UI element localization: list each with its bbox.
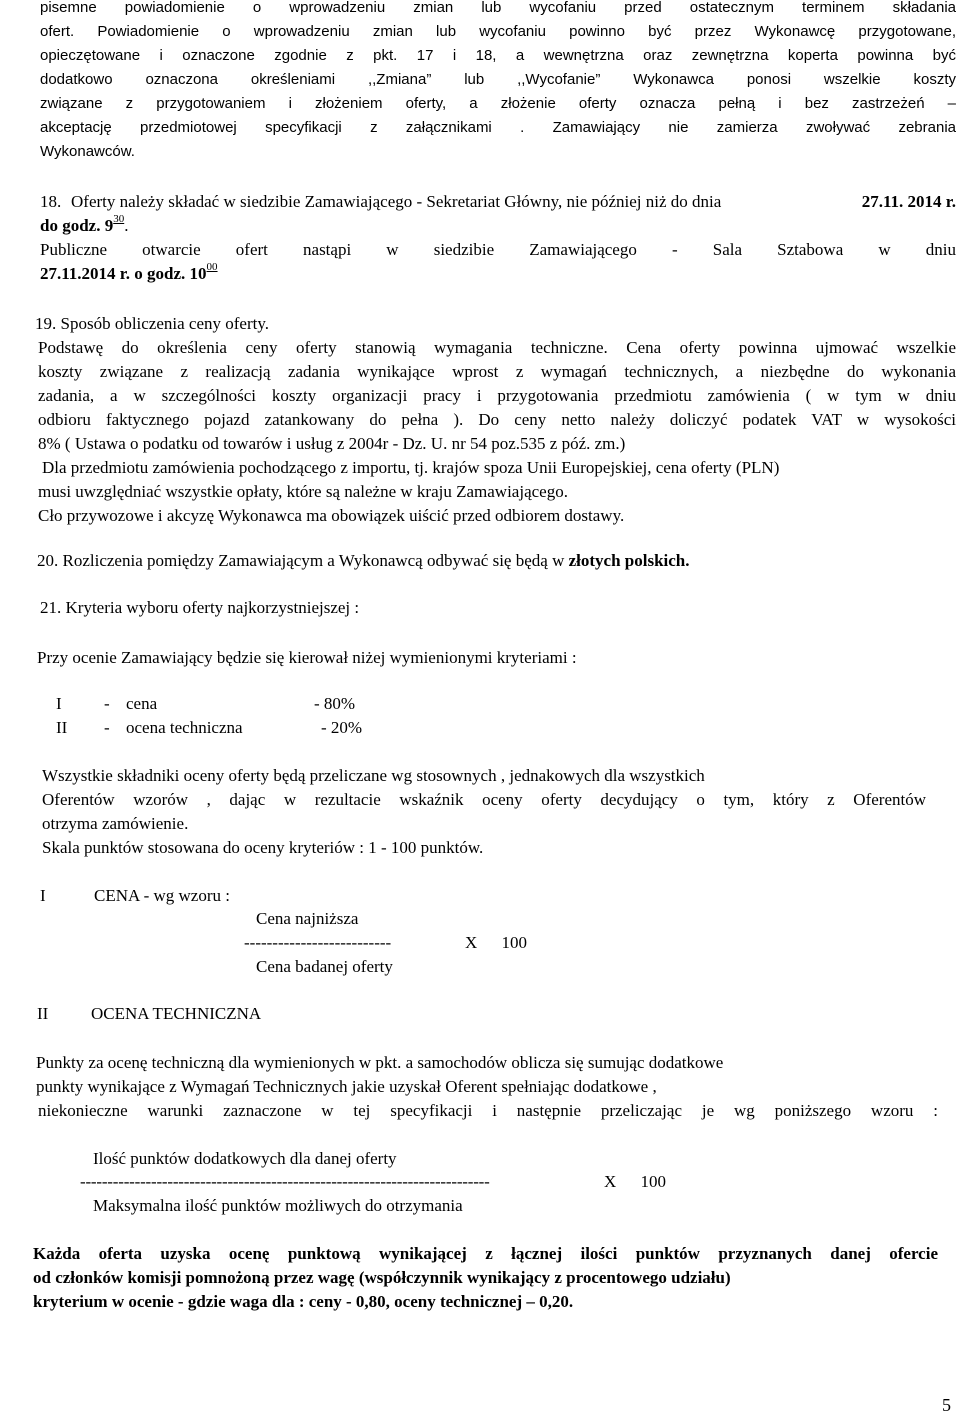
currency: złotych polskich. — [568, 551, 690, 570]
final-line: kryterium w ocenie - gdzie waga dla : ceny - 0,80, oceny technicznej – 0,20. — [33, 1292, 574, 1311]
section-20 — [37, 549, 690, 573]
intro-line: dodatkowo oznaczona określeniami ,,Zmiana” lub ,,Wycofanie” Wykonawca ponosi wszelkie koszty — [40, 71, 956, 88]
section-21-heading: 21. Kryteria wyboru oferty najkorzystniejszej : — [40, 598, 360, 617]
tech-paragraph-line: punkty wynikające z Wymagań Technicznych jakie uzyskał Oferent spełniając dodatkowe , — [36, 1077, 657, 1096]
fraction-bar: -------------------------- — [244, 933, 392, 952]
deadline-time-minutes: 30 — [113, 213, 125, 226]
final-paragraph — [33, 1242, 938, 1314]
section-18-line2 — [40, 214, 128, 238]
intro-line: pisemne powiadomienie o wprowadzeniu zmian lub wycofaniu przed ostatecznym terminem składania — [40, 0, 956, 16]
criterion-name: cena — [126, 694, 158, 713]
section-19-line: zadania, a w szczególności koszty organizacji pracy i przygotowania przedmiotu zamówienia ( w tym w dniu — [38, 386, 956, 405]
scoring-paragraph-line: Oferentów wzorów , dając w rezultacie wskaźnik oceny oferty decydujący o tym, który z Oferentów — [42, 790, 926, 809]
criterion-name: ocena techniczna — [126, 718, 243, 737]
punctuation: . — [124, 216, 129, 235]
intro-paragraph — [40, 0, 956, 164]
formula-points-numerator: Ilość punktów dodatkowych dla danej oferty — [93, 1149, 397, 1168]
opening-text: Publiczne otwarcie ofert nastąpi w siedzibie Zamawiającego - Sala Sztabowa w dniu — [40, 240, 956, 259]
deadline-date: 27.11. 2014 r. — [861, 192, 956, 211]
final-line: Każda oferta uzyska ocenę punktową wynikającej z łącznej ilości punktów przyznanych danej ofercie — [33, 1244, 938, 1263]
deadline-time: do godz. 9 — [40, 216, 114, 235]
section-20-text: 20. Rozliczenia pomiędzy Zamawiającym a Wykonawcą odbywać się będą w — [37, 551, 565, 570]
formula-tech-num: II — [37, 1004, 49, 1023]
intro-line: Wykonawców. — [40, 143, 135, 160]
page-number: 5 — [942, 1395, 951, 1415]
section-18-number: 18. — [40, 192, 62, 211]
section-18-text: Oferty należy składać w siedzibie Zamawiającego - Sekretariat Główny, nie później niż do dnia — [71, 192, 722, 211]
criteria-intro: Przy ocenie Zamawiający będzie się kierował niżej wymienionymi kryteriami : — [37, 648, 577, 667]
criterion-dash: - — [104, 718, 110, 737]
tech-paragraph-line: Punkty za ocenę techniczną dla wymienionych w pkt. a samochodów oblicza się sumując dodatkowe — [36, 1053, 724, 1072]
opening-time-minutes: 00 — [206, 261, 218, 274]
criterion-num: I — [56, 694, 62, 713]
section-19-vat-line: 8% ( Ustawa o podatku od towarów i usług z 2004r - Dz. U. nr 54 poz.535 z póź. zm.) — [38, 434, 626, 453]
scoring-paragraph-line: Wszystkie składniki oceny oferty będą przeliczane wg stosownych , jednakowych dla wszystkich — [42, 766, 705, 785]
intro-line: akceptację przedmiotowej specyfikacji z załącznikami . Zamawiający nie zamierza zwoływać zebrania — [40, 119, 956, 136]
points-scale: Skala punktów stosowana do oceny kryteriów : 1 - 100 punktów. — [42, 838, 484, 857]
tech-paragraph-block — [38, 1099, 938, 1123]
section-19-fees-line: musi uwzględniać wszystkie opłaty, które są należne w kraju Zamawiającego. — [38, 482, 568, 501]
intro-line: związane z przygotowaniem i złożeniem oferty, a złożenie oferty oznacza pełną i bez zastrzeżeń – — [40, 95, 956, 112]
section-19-heading: 19. Sposób obliczenia ceny oferty. — [35, 314, 269, 333]
final-line: od członków komisji pomnożoną przez wagę (współczynnik wynikający z procentowego udziału) — [33, 1268, 731, 1287]
formula-price-multiplier: X 100 — [465, 933, 528, 952]
section-18-line4 — [40, 262, 218, 286]
criterion-dash: - — [104, 694, 110, 713]
formula-tech-label: OCENA TECHNICZNA — [91, 1004, 262, 1023]
fraction-bar: --------------------------------------------------------------------------- — [80, 1172, 490, 1191]
formula-price-num: I — [40, 886, 46, 905]
section-19-body — [38, 336, 956, 432]
criterion-num: II — [56, 718, 68, 737]
criterion-weight: - 80% — [314, 694, 356, 713]
intro-line: opieczętowane i oznaczone zgodnie z pkt. 17 i 18, a wewnętrzna oraz zewnętrzna koperta powinna być — [40, 47, 956, 64]
formula-points-multiplier: X 100 — [604, 1172, 667, 1191]
opening-datetime: 27.11.2014 r. o godz. 10 — [40, 264, 207, 283]
intro-line: ofert. Powiadomienie o wprowadzeniu zmian lub wycofaniu powinno być przez Wykonawcę przygotowane, — [40, 23, 956, 40]
scoring-paragraph-block — [42, 788, 926, 812]
section-19-line: koszty związane z realizacją zadania wynikające wprost z wymagań technicznych, a niezbędne do wykonania — [38, 362, 956, 381]
formula-price-label: CENA - wg wzoru : — [94, 886, 230, 905]
section-19-line: odbioru faktycznego pojazd zatankowany do pełna ). Do ceny netto należy doliczyć podatek VAT w wysokości — [38, 410, 956, 429]
section-19-line: Podstawę do określenia ceny oferty stanowią wymagania techniczne. Cena oferty powinna ujmować wszelkie — [38, 338, 956, 357]
formula-points-denominator: Maksymalna ilość punktów możliwych do otrzymania — [93, 1196, 463, 1215]
section-18-line1 — [71, 190, 956, 214]
section-19-duty-line: Cło przywozowe i akcyzę Wykonawca ma obowiązek uiścić przed odbiorem dostawy. — [38, 506, 625, 525]
formula-price-numerator: Cena najniższa — [256, 909, 359, 928]
scoring-paragraph-line: otrzyma zamówienie. — [42, 814, 189, 833]
criterion-weight: - 20% — [321, 718, 363, 737]
formula-price-denominator: Cena badanej oferty — [256, 957, 393, 976]
tech-paragraph-line: niekonieczne warunki zaznaczone w tej specyfikacji i następnie przeliczając je wg poniższego wzoru : — [38, 1101, 938, 1120]
section-18-line3 — [40, 238, 956, 262]
section-19-import-line: Dla przedmiotu zamówienia pochodzącego z importu, tj. krajów spoza Unii Europejskiej, cena oferty (PLN) — [42, 458, 780, 477]
